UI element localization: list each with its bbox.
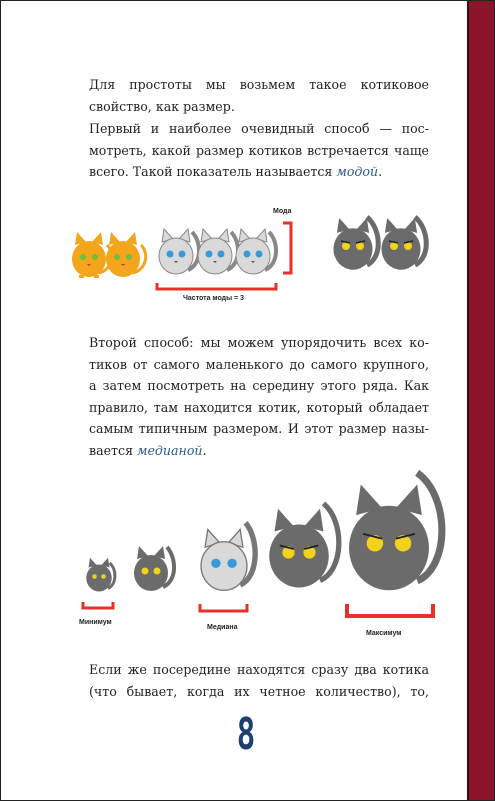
white-cat-3 (236, 229, 276, 274)
text-line: самым типичным размером. И этот размер назы- (89, 421, 429, 436)
text-fragment: всего. Такой показатель называется (89, 164, 337, 179)
min-label: Минимум (79, 619, 112, 626)
mode-figure (1, 201, 469, 306)
max-label: Максимум (366, 630, 402, 637)
text-fragment: . (202, 442, 207, 458)
cat-minimum (86, 558, 115, 592)
orange-cat-1 (72, 232, 112, 278)
text-line (89, 440, 429, 462)
book-spine (467, 1, 494, 800)
cat-small (134, 546, 174, 591)
text-line: (что бывает, когда их четное количество), то, (89, 683, 429, 699)
text-line: свойство, как размер. (89, 98, 235, 114)
paragraph-2 (89, 118, 429, 183)
white-cat-1 (159, 229, 199, 274)
cat-median (201, 523, 255, 591)
text-line (89, 161, 429, 183)
paragraph-1 (89, 74, 429, 117)
term-median: медианой (137, 442, 203, 458)
gray-cat-2 (381, 217, 426, 270)
term-mode: модой (336, 164, 379, 179)
text-line: а затем посмотреть на середину этого ряда. Как (89, 378, 429, 393)
text-line: Второй способ: мы можем упорядочить всех ко- (89, 335, 429, 350)
page-number: 8 (236, 709, 256, 760)
text-line: правило, там находится котик, который обладает (89, 399, 429, 415)
median-label: Медиана (207, 624, 238, 631)
frequency-bracket (157, 283, 276, 289)
text-line: тиков от самого маленького до самого крупного, (89, 356, 429, 372)
text-fragment: вается (89, 442, 138, 458)
text-line: Первый и наиболее очевидный способ — пос- (89, 121, 429, 136)
max-bracket (347, 604, 433, 616)
median-bracket (200, 604, 247, 611)
cat-large (269, 504, 339, 588)
text-line: Для простоты мы возьмем такое котиковое (89, 77, 429, 92)
median-figure (1, 466, 469, 646)
paragraph-4 (89, 659, 429, 702)
mode-label: Мода (273, 208, 292, 215)
text-line: мотреть, какой размер котиков встречается чаще (89, 142, 429, 158)
frequency-label: Частота моды = 3 (183, 295, 244, 302)
text-line: Если же посередине находятся сразу два котика (89, 662, 429, 677)
min-bracket (83, 602, 113, 608)
cat-maximum (349, 473, 442, 591)
gray-cat-1 (333, 217, 378, 270)
paragraph-3 (89, 332, 429, 461)
orange-cat-2 (106, 232, 146, 277)
text-fragment: . (378, 164, 383, 179)
mode-bracket (283, 223, 291, 273)
white-cat-2 (198, 229, 238, 274)
